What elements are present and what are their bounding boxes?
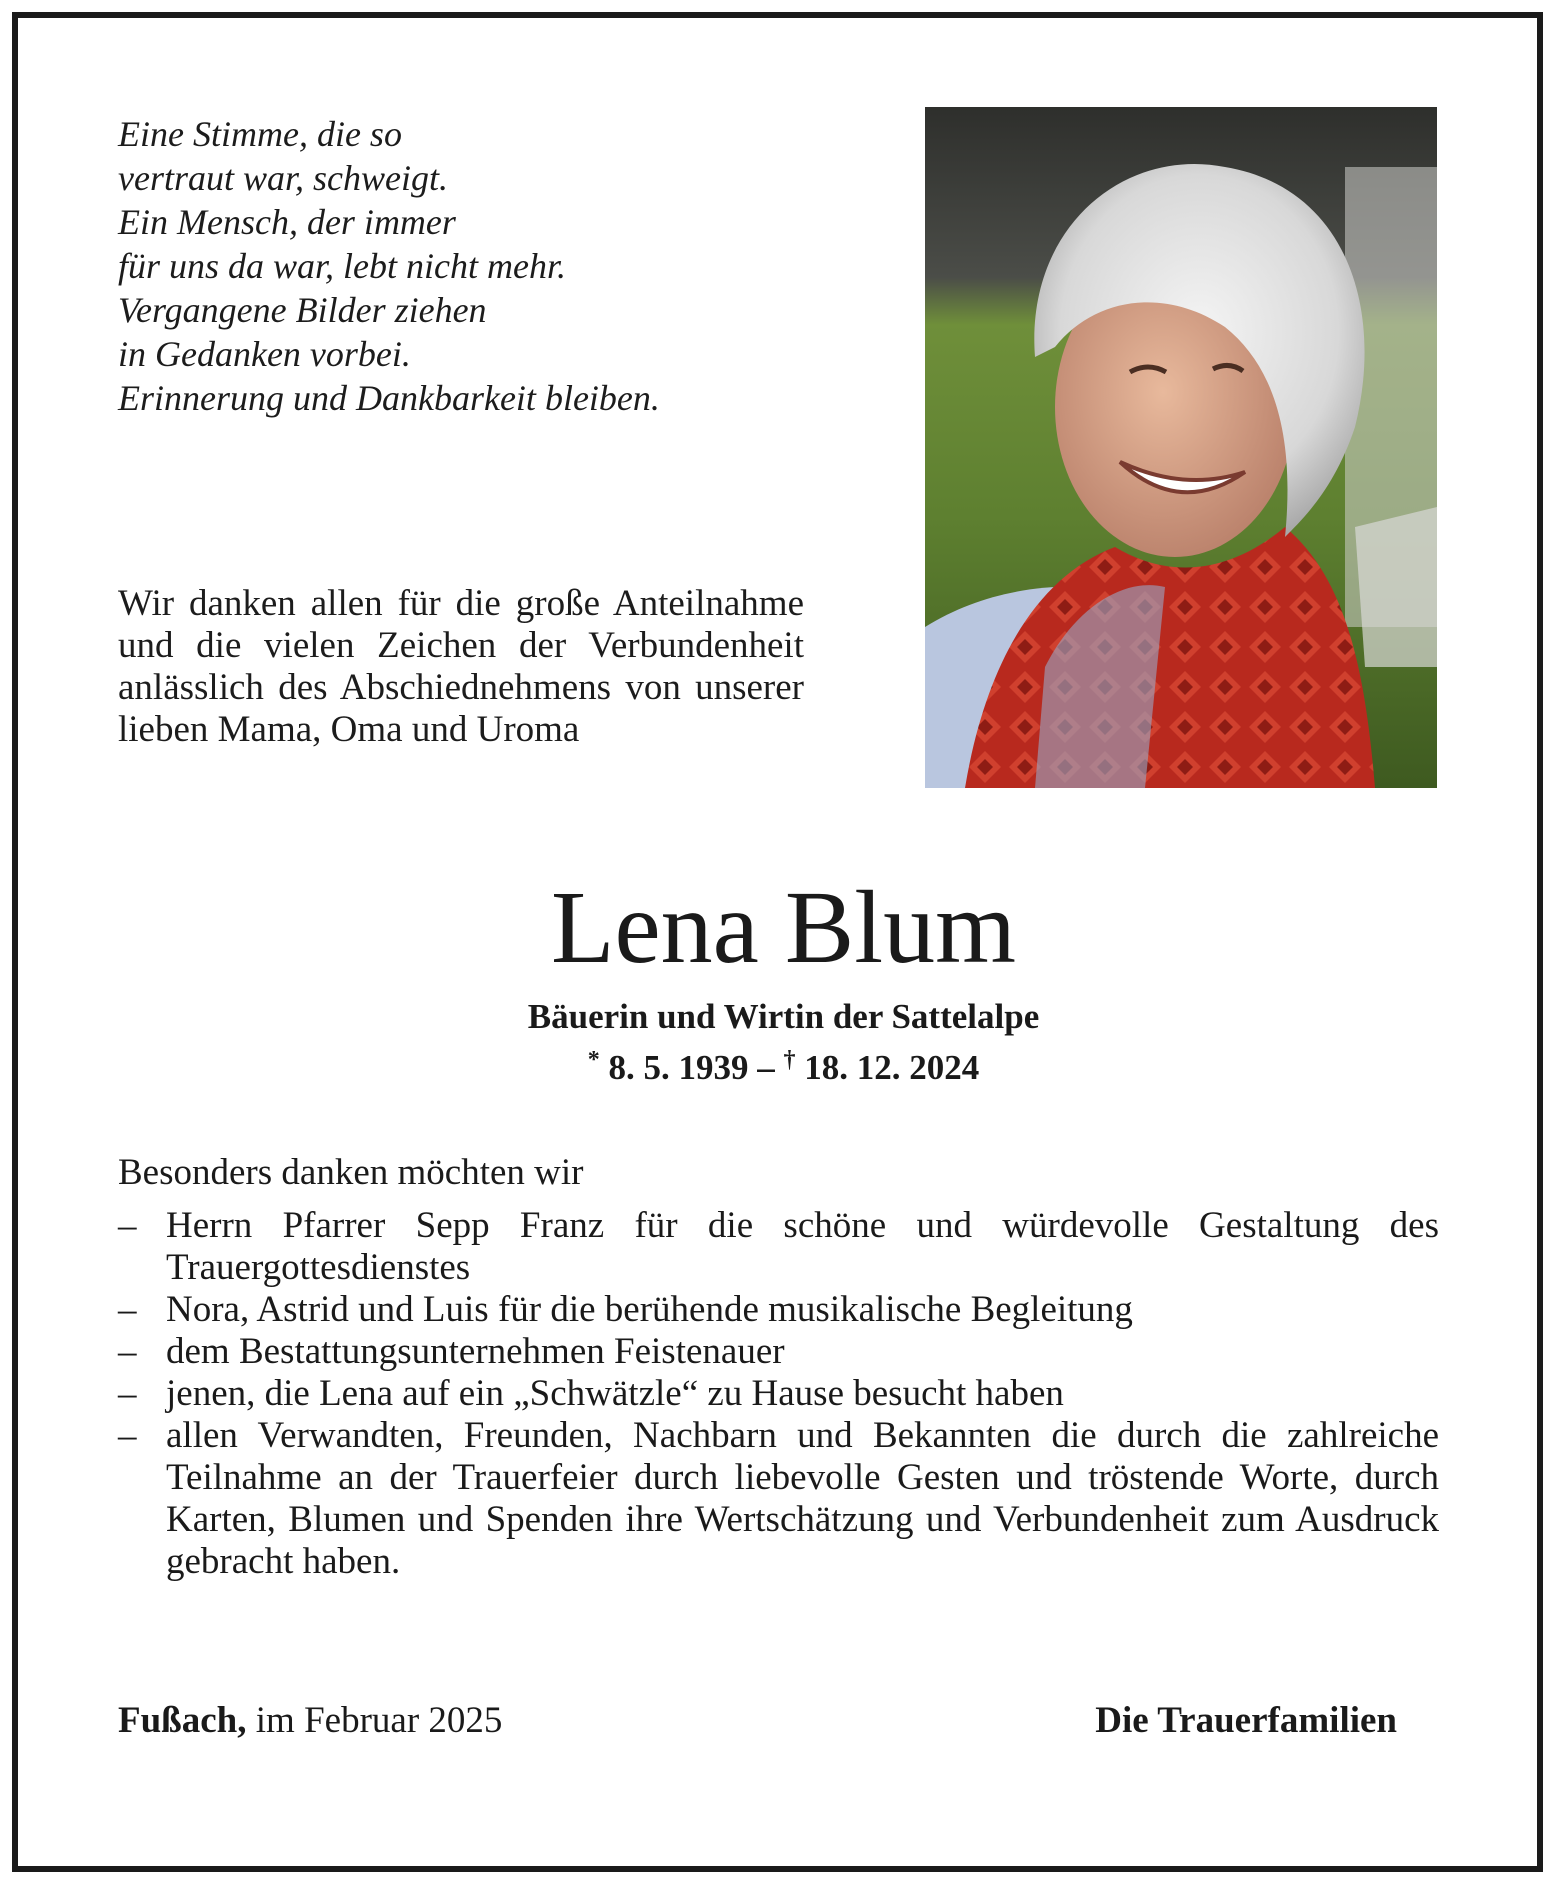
death-symbol: †	[783, 1047, 796, 1073]
date-separator: –	[748, 1048, 784, 1087]
poem-line: in Gedanken vorbei.	[118, 334, 411, 374]
list-item-text: jenen, die Lena auf ein „Schwätzle“ zu Hause besucht haben	[166, 1373, 1064, 1414]
poem-line: für uns da war, lebt nicht mehr.	[118, 246, 567, 286]
list-dash: –	[118, 1373, 137, 1414]
list-item	[118, 1415, 1439, 1583]
portrait-illustration	[925, 107, 1437, 788]
life-dates	[0, 1039, 1567, 1089]
list-item-text: Herrn Pfarrer Sepp Franz für die schöne und würdevolle Gestaltung des Trauergottesdienstes	[166, 1205, 1439, 1288]
deceased-title: Bäuerin und Wirtin der Sattelalpe	[527, 997, 1040, 1036]
birth-symbol: *	[587, 1047, 600, 1073]
memorial-poem	[118, 112, 818, 420]
list-item	[118, 1289, 1439, 1331]
list-dash: –	[118, 1415, 137, 1456]
death-date: 18. 12. 2024	[804, 1048, 980, 1087]
poem-line: Erinnerung und Dankbarkeit bleiben.	[118, 378, 660, 418]
deceased-name: Lena Blum	[550, 870, 1016, 985]
list-item	[118, 1331, 1439, 1373]
poem-line: vertraut war, schweigt.	[118, 158, 448, 198]
acknowledgements-list	[118, 1205, 1439, 1583]
acknowledgements-intro: Besonders danken möchten wir	[118, 1152, 584, 1193]
poem-line: Ein Mensch, der immer	[118, 202, 456, 242]
list-dash: –	[118, 1289, 137, 1330]
list-item	[118, 1373, 1439, 1415]
list-item-text: allen Verwandten, Freunden, Nachbarn und Bekannten die durch die zahlreiche Teilnahme an der Trauerfeier durch liebevolle Gesten und tröstende Worte, durch Karten, Blumen und Spenden ihre Wertschätzung und Verbundenheit zum Ausdruck gebracht haben.	[166, 1415, 1439, 1582]
place-name: Fußach,	[118, 1700, 247, 1741]
list-dash: –	[118, 1331, 137, 1372]
poem-line: Eine Stimme, die so	[118, 114, 402, 154]
list-item-text: dem Bestattungsunternehmen Feistenauer	[166, 1331, 785, 1372]
poem-line: Vergangene Bilder ziehen	[118, 290, 487, 330]
signature: Die Trauerfamilien	[1095, 1700, 1397, 1741]
portrait-photo	[925, 107, 1437, 788]
list-item-text: Nora, Astrid und Luis für die berühende musikalische Begleitung	[166, 1289, 1133, 1330]
notice-date: im Februar 2025	[246, 1700, 503, 1741]
list-dash: –	[118, 1205, 137, 1246]
place-and-date	[118, 1700, 502, 1742]
birth-date: 8. 5. 1939	[608, 1048, 749, 1087]
thanks-paragraph: Wir danken allen für die große Anteilnahme und die vielen Zeichen der Verbundenheit anlässlich des Abschiednehmens von unserer lieben Mama, Oma und Uroma	[118, 583, 804, 750]
list-item	[118, 1205, 1439, 1289]
